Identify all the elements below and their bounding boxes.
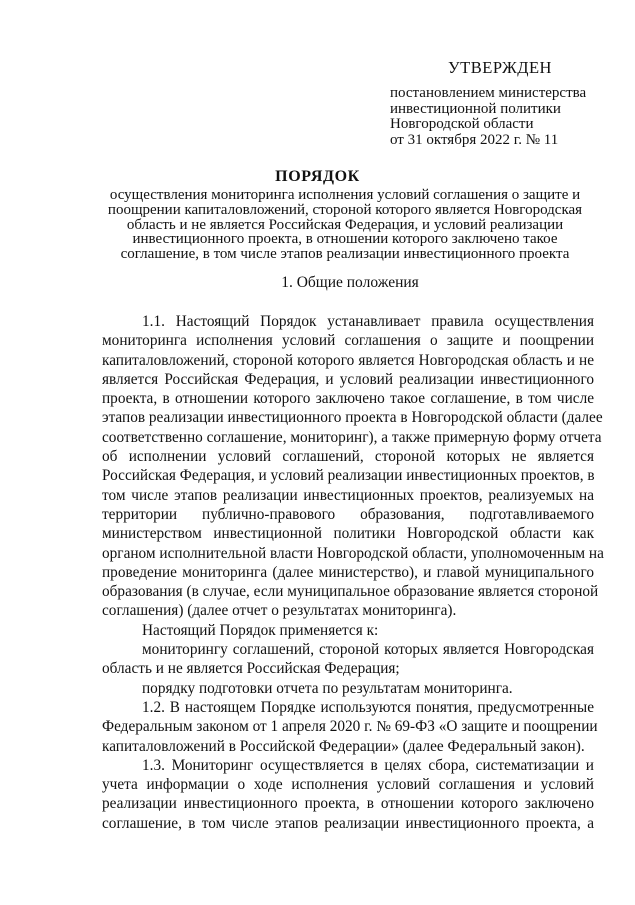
paragraph-line: Российская Федерация, и условий реализации инвестиционных проектов, в <box>102 467 595 485</box>
subtitle-line: инвестиционного проекта, в отношении которого заключено такое <box>132 231 558 248</box>
subtitle-line: осуществления мониторинга исполнения условий соглашения о защите и <box>109 187 581 203</box>
paragraph-line: этапов реализации инвестиционного проекта в Новгородской области (далее <box>102 409 603 427</box>
paragraph-line: область и не является Российская Федерация; <box>102 660 400 678</box>
paragraph-line: реализации инвестиционного проекта, в отношении которого заключено <box>102 795 594 813</box>
paragraph-line: соответственно соглашение, мониторинг), а также примерную форму отчета <box>102 428 602 446</box>
paragraph-line: соглашение, в том числе этапов реализации инвестиционного проекта, а <box>102 814 594 832</box>
approval-stamp <box>390 58 605 148</box>
approval-line: постановлением министерства <box>390 85 587 101</box>
paragraph-line: министерством инвестиционной политики Новгородской области как <box>102 525 594 543</box>
paragraph-line: соглашения) (далее отчет о результатах мониторинга). <box>102 602 457 620</box>
paragraph-line: капиталовложений, стороной которого является Новгородская область и не <box>102 351 594 369</box>
paragraph-line: является Российская Федерация, и условий реализации инвестиционного <box>102 370 594 388</box>
paragraph-line: капиталовложений в Российской Федерации» (далее Федеральный закон). <box>102 737 585 755</box>
paragraph-line: органом исполнительной власти Новгородской области, уполномоченным на <box>102 544 604 562</box>
approval-line: от 31 октября 2022 г. № 11 <box>390 131 559 148</box>
subtitle-line: поощрении капиталовложений, стороной которого является Новгородская <box>107 201 583 218</box>
approval-details <box>390 86 605 148</box>
approval-line: Новгородской области <box>390 116 534 132</box>
document-subtitle <box>100 188 590 262</box>
approval-line: инвестиционной политики <box>390 100 561 117</box>
paragraph-line: порядку подготовки отчета по результатам мониторинга. <box>142 679 513 697</box>
paragraph-line: территории публично-правового образования, подготавливаемого <box>102 505 594 523</box>
paragraph-line: 1.2. В настоящем Порядке используются понятия, предусмотренные <box>142 698 594 716</box>
paragraph-line: Настоящий Порядок применяется к: <box>142 621 379 639</box>
paragraph-line: мониторингу соглашений, стороной которых является Новгородская <box>142 641 594 659</box>
paragraph-line: 1.1. Настоящий Порядок устанавливает правила осуществления <box>142 313 594 330</box>
paragraph-line: мониторинга исполнения условий соглашения о защите и поощрении <box>102 332 594 350</box>
paragraph-line: 1.3. Мониторинг осуществляется в целях сбора, систематизации и <box>142 756 594 774</box>
paragraph-line: об исполнении условий соглашений, стороной которых не является <box>102 448 594 466</box>
document-title: ПОРЯДОК <box>275 168 360 185</box>
paragraph-line: том числе этапов реализации инвестиционных проектов, реализуемых на <box>102 486 594 504</box>
approval-title: УТВЕРЖДЕН <box>448 58 552 77</box>
paragraph-line: проекта, в отношении которого заключено такое соглашение, в том числе <box>102 390 594 408</box>
subtitle-line: соглашение, в том числе этапов реализации инвестиционного проекта <box>120 246 570 263</box>
document-body <box>102 312 604 833</box>
paragraph-line: образования (в случае, если муниципальное образование является стороной <box>102 583 599 601</box>
paragraph-line: Федеральным законом от 1 апреля 2020 г. № 69-ФЗ «О защите и поощрении <box>102 718 598 736</box>
paragraph-line: проведение мониторинга (далее министерство), и главой муниципального <box>102 563 594 581</box>
paragraph-line: учета информации о ходе исполнения условий соглашения и условий <box>102 776 594 794</box>
subtitle-line: область и не является Российская Федерация, и условий реализации <box>126 216 564 233</box>
section-heading: 1. Общие положения <box>281 274 419 291</box>
